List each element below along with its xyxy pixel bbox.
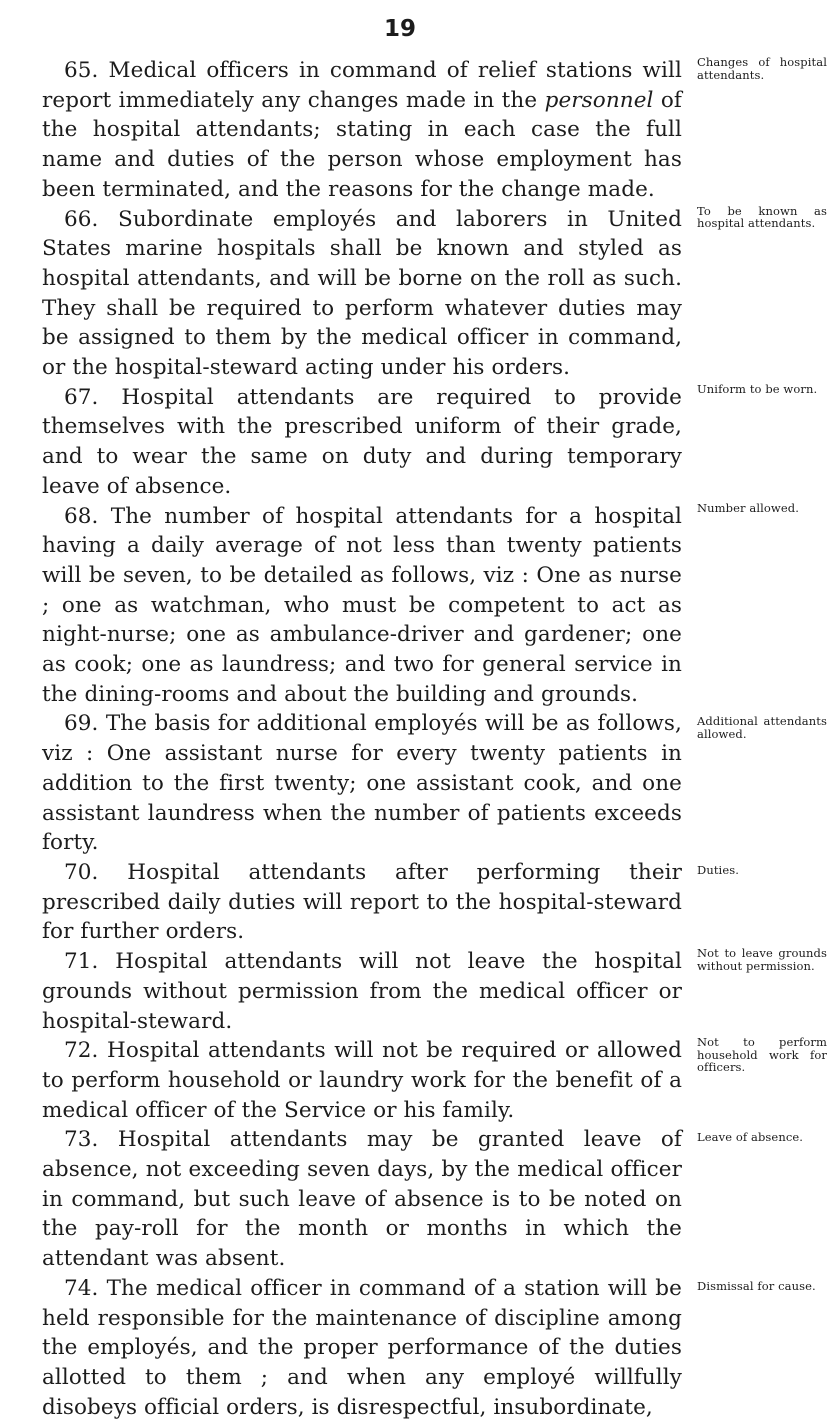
paragraph-text: Hospital attendants are required to provide themselves with the prescribed uniform of their grade, and to wear the same on duty and during temporary leave of absence.	[42, 384, 682, 499]
paragraph-number: 66.	[64, 206, 99, 232]
paragraph-text: The number of hospital attendants for a hospital having a daily average of not less than twenty patients will be seven, to be detailed as follows, viz : One as nurse ; one as watchman, who must be competent to act as night-nurse; one as ambulance-driver and gardener; one as cook; one as laundress; and two for general service in the dining-rooms and about the building and grounds.	[42, 503, 682, 707]
paragraph-number: 73.	[64, 1127, 99, 1153]
side-note-69: Additional attendants allowed.	[697, 714, 827, 741]
paragraph-65	[42, 55, 827, 205]
paragraph-number: 67.	[64, 384, 99, 410]
paragraph-number: 68.	[64, 503, 99, 529]
paragraph-70	[42, 858, 739, 947]
side-note-68: Number allowed.	[697, 500, 799, 515]
paragraph-73	[42, 1125, 804, 1274]
paragraph-72	[42, 1035, 827, 1125]
paragraph-number: 70.	[64, 859, 99, 885]
paragraph-71	[42, 946, 827, 1036]
side-note-73: Leave of absence.	[697, 1130, 804, 1145]
paragraph-66	[42, 203, 827, 383]
paragraph-text: Hospital attendants after performing their prescribed daily duties will report to the hospital-steward for further orders.	[42, 859, 682, 945]
paragraph-69	[42, 709, 827, 858]
side-note-70: Duties.	[697, 862, 739, 877]
paragraph-text: The basis for additional employés will be as follows, viz : One assistant nurse for every twenty patients in addition to the first twenty; one assistant cook, and one assistant laundress when the number of patients exceeds forty.	[42, 711, 682, 856]
paragraph-text: The medical officer in command of a station will be held responsible for the maintenance of discipline among the employés, and the proper performance of the duties allotted to them ; and when any employé willfully disobeys official orders, is disrespectful, insubordinate,	[42, 1275, 682, 1420]
paragraph-number: 65.	[64, 58, 99, 83]
text-column	[42, 55, 827, 1422]
page-number: 19	[383, 16, 416, 42]
side-note-71: Not to leave grounds without permission.	[697, 946, 827, 973]
paragraph-number: 69.	[64, 711, 99, 737]
side-note-65: Changes of hospital attendants.	[697, 55, 827, 82]
paragraph-number: 71.	[64, 949, 99, 975]
paragraph-text: Hospital attendants will not be required or allowed to perform household or laundry work for the benefit of a medical officer of the Service or his family.	[42, 1038, 682, 1123]
side-note-66: To be known as hospital attendants.	[697, 203, 827, 231]
paragraph-68	[42, 500, 799, 710]
paragraph-text: Subordinate employés and laborers in United States marine hospitals shall be known and styled as hospital attendants, and will be borne on the roll as such. They shall be required to perform whatever duties may be assigned to them by the medical officer in command, or the hospital-steward acting under his orders.	[42, 206, 682, 381]
paragraph-text: Medical officers in command of relief stations will report immediately any changes made in the personnel of the hospital attendants; stating in each case the full name and duties of the person whose employment has been terminated, and the reasons for the change made.	[42, 58, 682, 202]
paragraph-number: 74.	[64, 1275, 99, 1301]
paragraph-74	[42, 1274, 816, 1422]
paragraph-67	[42, 381, 818, 502]
side-note-72: Not to perform household work for officers.	[697, 1035, 827, 1075]
side-note-74: Dismissal for cause.	[697, 1278, 816, 1293]
side-note-67: Uniform to be worn.	[697, 381, 818, 396]
paragraph-number: 72.	[64, 1038, 99, 1064]
paragraph-text: Hospital attendants will not leave the hospital grounds without permission from the medical officer or hospital-steward.	[42, 949, 682, 1034]
italic-term: personnel	[544, 87, 654, 113]
paragraph-text: Hospital attendants may be granted leave of absence, not exceeding seven days, by the medical officer in command, but such leave of absence is to be noted on the pay-roll for the month or months in which the attendant was absent.	[42, 1127, 682, 1272]
